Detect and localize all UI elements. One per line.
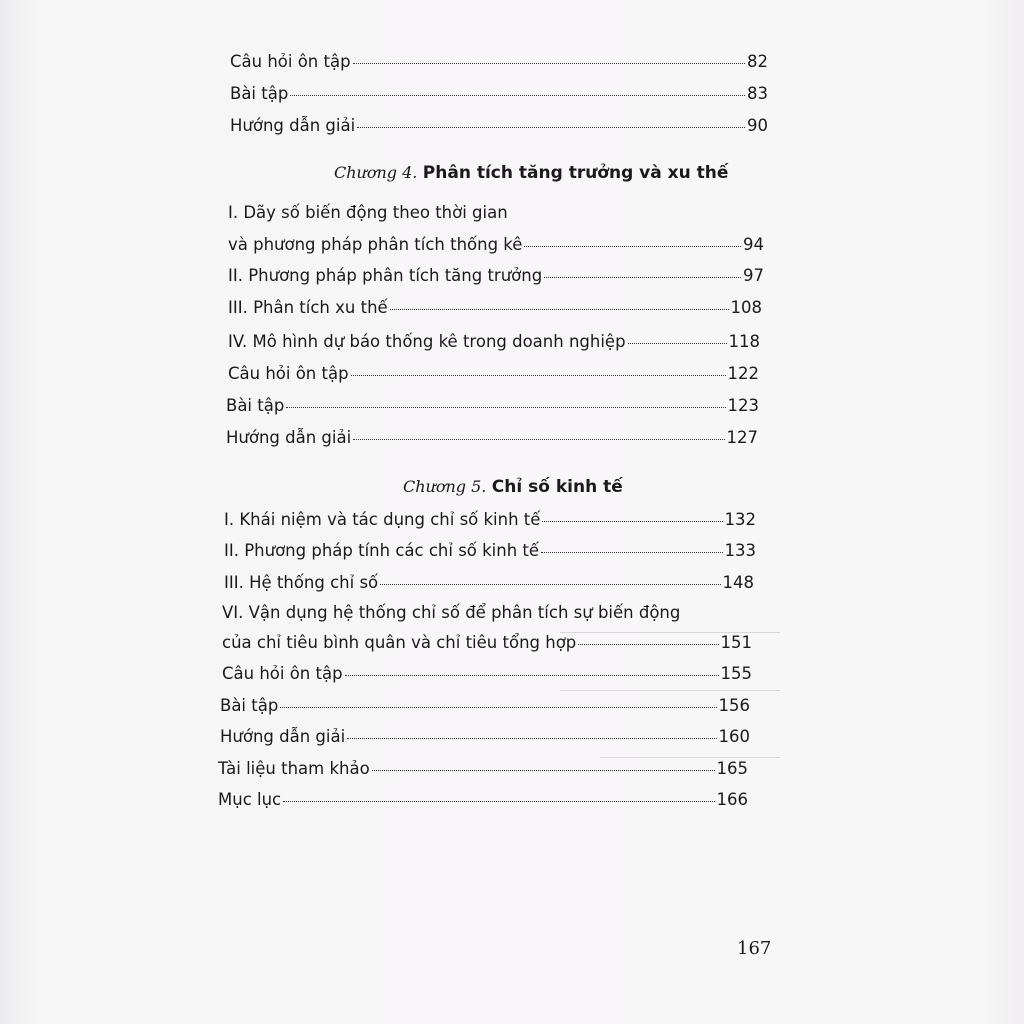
toc-entry-label: Bài tập [230,84,289,103]
toc-entry-label: Câu hỏi ôn tập [228,364,349,383]
toc-entry-page: 148 [722,573,754,592]
chapter-prefix: Chương 5. [403,477,487,496]
toc-entry-page: 156 [718,696,750,715]
toc-entry-label: II. Phương pháp tính các chỉ số kinh tế [224,541,540,560]
toc-entry-label: Bài tập [220,696,279,715]
toc-entry [222,664,752,683]
toc-entry-page: 90 [747,116,768,135]
toc-entry [228,364,759,383]
toc-entry-page: 82 [747,52,768,71]
show-through-rule [600,757,780,758]
toc-entry-label: III. Hệ thống chỉ số [224,573,379,592]
toc-entry [220,696,750,715]
toc-entry-page: 132 [724,510,756,529]
leader-dots [347,737,716,739]
show-through-rule [560,690,780,691]
leader-dots [544,276,741,278]
toc-entry-page: 97 [743,266,764,285]
chapter-5-heading [403,477,623,497]
toc-entry-label: IV. Mô hình dự báo thống kê trong doanh nghiệp [228,332,626,351]
page-number: 167 [737,938,772,959]
toc-entry [218,790,748,809]
chapter-title: Phân tích tăng trưởng và xu thế [422,163,729,183]
toc-entry-page: 123 [727,396,759,415]
chapter-prefix: Chương 4. [334,163,418,182]
toc-entry-label: Mục lục [218,790,282,809]
toc-entry-page: 118 [728,332,760,351]
leader-dots [578,643,718,645]
toc-entry-page: 122 [727,364,759,383]
toc-entry [228,235,764,254]
toc-entry-page: 165 [716,759,748,778]
toc-entry-page: 94 [743,235,764,254]
toc-entry-page: 151 [720,633,752,652]
toc-entry-page: 155 [720,664,752,683]
leader-dots [286,406,725,408]
toc-entry-label: của chỉ tiêu bình quân và chỉ tiêu tổng hợp [222,633,577,652]
leader-dots [357,126,745,128]
toc-entry-label: Hướng dẫn giải [220,727,346,746]
toc-entry-page: 108 [730,298,762,317]
toc-entry-label: Hướng dẫn giải [226,428,352,447]
leader-dots [283,800,714,802]
toc-entry-label: II. Phương pháp phân tích tăng trưởng [228,266,543,285]
toc-entry-label: Bài tập [226,396,285,415]
toc-entry [224,510,756,529]
toc-entry-label: Hướng dẫn giải [230,116,356,135]
leader-dots [290,94,745,96]
toc-entry-line: VI. Vận dụng hệ thống chỉ số để phân tích sự biến động [222,603,681,622]
toc-entry-page: 160 [718,727,750,746]
toc-entry-label: Tài liệu tham khảo [218,759,370,778]
toc-entry-label: Câu hỏi ôn tập [222,664,343,683]
leader-dots [351,374,726,376]
toc-entry-page: 127 [726,428,758,447]
toc-entry-page: 166 [716,790,748,809]
toc-entry [226,396,759,415]
toc-entry [226,428,758,447]
leader-dots [524,245,741,247]
toc-entry-label: III. Phân tích xu thế [228,298,388,317]
toc-entry [222,633,752,652]
toc-entry-page: 83 [747,84,768,103]
toc-entry [230,116,768,135]
leader-dots [372,769,715,771]
toc-entry [220,727,750,746]
toc-entry-line: I. Dãy số biến động theo thời gian [228,203,508,222]
toc-entry-page: 133 [724,541,756,560]
leader-dots [541,551,722,553]
leader-dots [353,62,745,64]
leader-dots [542,520,722,522]
toc-entry [230,84,768,103]
chapter-4-heading [334,163,728,183]
toc-entry-label: và phương pháp phân tích thống kê [228,235,523,254]
chapter-title: Chỉ số kinh tế [491,477,623,497]
toc-entry [228,332,760,351]
leader-dots [380,583,720,585]
toc-entry-label: I. Khái niệm và tác dụng chỉ số kinh tế [224,510,541,529]
toc-entry [218,759,748,778]
toc-entry [230,52,768,71]
toc-entry [224,541,756,560]
leader-dots [390,308,729,310]
toc-entry [224,573,754,592]
toc-entry [228,298,762,317]
toc-entry [228,266,764,285]
leader-dots [353,438,724,440]
leader-dots [345,674,719,676]
leader-dots [280,706,716,708]
toc-entry-label: Câu hỏi ôn tập [230,52,351,71]
leader-dots [628,342,727,344]
